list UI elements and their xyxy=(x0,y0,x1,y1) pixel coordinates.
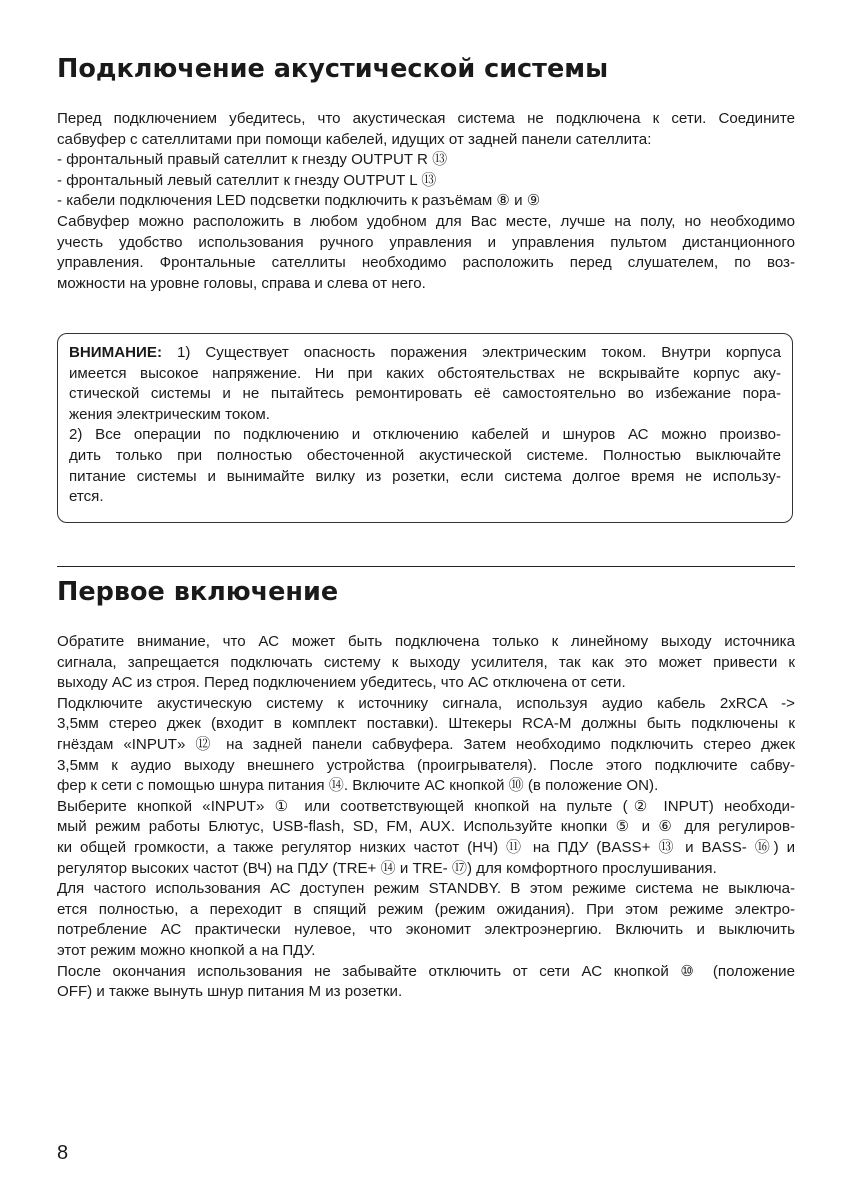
text-line: мый режим работы Блютус, USB-flash, SD, FM, AUX. Используйте кнопки ⑤ и ⑥ для регулиров- xyxy=(57,818,795,836)
text-line: - кабели подключения LED подсветки подключить к разъёмам ⑧ и ⑨ xyxy=(57,192,541,210)
text-line: гнёздам «INPUT» ⑫ на задней панели сабвуфера. Затем необходимо подключить стерео джек xyxy=(57,735,795,753)
warning-line: ется. xyxy=(69,488,104,506)
first-power-on-paragraph xyxy=(57,632,795,1003)
text-line: - фронтальный левый сателлит к гнезду OUTPUT L ⑬ xyxy=(57,171,437,189)
text-line: фер к сети с помощью шнура питания ⑭. Включите АС кнопкой ⑩ (в положение ON). xyxy=(57,777,659,795)
text-line: - фронтальный правый сателлит к гнезду OUTPUT R ⑬ xyxy=(57,151,448,169)
text-line: потребление АС практически нулевое, что экономит электроэнергию. Включить и выключить xyxy=(57,921,795,939)
text-line: регулятор высоких частот (ВЧ) на ПДУ (TRE+ ⑭ и TRE- ⑰) для комфортного прослушивания. xyxy=(57,859,717,877)
warning-line: питание системы и вынимайте вилку из розетки, если система долгое время не использу- xyxy=(69,467,781,485)
text-line: Обратите внимание, что АС может быть подключена только к линейному выходу источника xyxy=(57,633,795,650)
section-divider xyxy=(57,566,795,567)
warning-line: 2) Все операции по подключению и отключению кабелей и шнуров АС можно произво- xyxy=(69,426,781,444)
section-title-connection: Подключение акустической системы xyxy=(57,54,609,84)
text-line: Перед подключением убедитесь, что акустическая система не подключена к сети. Соедините xyxy=(57,110,795,127)
warning-text xyxy=(69,343,781,508)
text-line: сигнала, запрещается подключать систему к выходу усилителя, так как это может привести к xyxy=(57,653,795,671)
warning-line: имеется высокое напряжение. Ни при каких обстоятельствах не вскрывайте корпус аку- xyxy=(69,364,781,382)
text-line: ки общей громкости, а также регулятор низких частот (НЧ) ⑪ на ПДУ (BASS+ ⑬ и BASS- ⑯) и xyxy=(57,838,795,856)
text-line: учесть удобство использования ручного управления и управления пультом дистанционного xyxy=(57,233,795,251)
text-line: Сабвуфер можно расположить в любом удобном для Вас месте, лучше на полу, но необходимо xyxy=(57,212,795,230)
text-line: 3,5мм стерео джек (входит в комплект поставки). Штекеры RCA-M должны быть подключены к xyxy=(57,715,795,733)
warning-line: дить только при полностью обесточенной акустической системе. Полностью выключайте xyxy=(69,446,781,464)
warning-line xyxy=(69,343,781,364)
text-line: Выберите кнопкой «INPUT» ① или соответствующей кнопкой на пульте (② INPUT) необходи- xyxy=(57,797,795,815)
warning-first-line: 1) Существует опасность поражения электрическим током. Внутри корпуса xyxy=(161,344,781,361)
text-line: сабвуфер с сателлитами при помощи кабелей, идущих от задней панели сателлита: xyxy=(57,130,652,148)
text-line: OFF) и также вынуть шнур питания М из розетки. xyxy=(57,983,403,1001)
text-line: ется полностью, а переходит в спящий режим (режим ожидания). При этом режиме электро- xyxy=(57,900,795,918)
text-line: Подключите акустическую систему к источнику сигнала, используя аудио кабель 2xRCA -> xyxy=(57,694,795,712)
text-line: выходу АС из строя. Перед подключением убедитесь, что АС отключена от сети. xyxy=(57,674,626,692)
warning-label: ВНИМАНИЕ: xyxy=(69,344,162,361)
connection-paragraph xyxy=(57,109,795,294)
warning-line: стической системы и не пытайтесь ремонтировать её самостоятельно во избежание пора- xyxy=(69,385,781,403)
text-line: 3,5мм к аудио выходу внешнего устройства (проигрывателя). После этого подключите сабву- xyxy=(57,756,795,774)
text-line: Для частого использования АС доступен режим STANDBY. В этом режиме система не выключа- xyxy=(57,880,795,898)
text-line: управления. Фронтальные сателлиты необходимо расположить перед слушателем, по воз- xyxy=(57,254,795,272)
text-line: этот режим можно кнопкой а на ПДУ. xyxy=(57,941,316,959)
page-number: 8 xyxy=(57,1142,69,1164)
section-title-first-power-on: Первое включение xyxy=(57,577,339,607)
text-line: После окончания использования не забывайте отключить от сети АС кнопкой ⑩ (положение xyxy=(57,962,795,980)
warning-line: жения электрическим током. xyxy=(69,405,270,423)
text-line: можности на уровне головы, справа и слева от него. xyxy=(57,274,426,292)
